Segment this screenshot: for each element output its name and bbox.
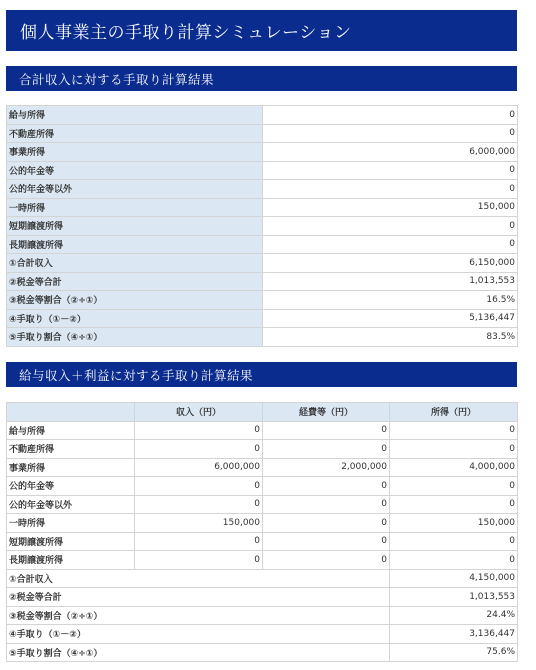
column-header-expense: 経費等（円） (263, 403, 390, 422)
row-label: ②税金等合計 (7, 272, 263, 291)
row-label: 公的年金等 (7, 161, 263, 180)
column-header-net: 所得（円） (390, 403, 518, 422)
row-label: ④手取り（①－②） (7, 309, 263, 328)
expense-cell: 0 (263, 514, 390, 533)
table-row (7, 180, 518, 199)
expense-cell: 0 (263, 495, 390, 514)
table-row (7, 532, 518, 551)
section1-title: 合計収入に対する手取り計算結果 (19, 71, 215, 87)
table-row (7, 217, 518, 236)
income-cell: 0 (135, 495, 263, 514)
summary-row (7, 569, 518, 588)
row-value: 0 (263, 235, 518, 254)
total-income-results-table (6, 105, 518, 347)
income-cell: 6,000,000 (135, 458, 263, 477)
income-cell: 150,000 (135, 514, 263, 533)
section1-header (6, 66, 517, 91)
summary-label: ⑤手取り割合（④÷①） (7, 643, 390, 662)
row-value: 0 (263, 124, 518, 143)
summary-value: 1,013,553 (390, 588, 518, 607)
summary-label: ②税金等合計 (7, 588, 390, 607)
expense-cell: 0 (263, 532, 390, 551)
summary-value: 3,136,447 (390, 625, 518, 644)
summary-row (7, 588, 518, 607)
net-cell: 0 (390, 421, 518, 440)
net-cell: 0 (390, 440, 518, 459)
row-label: 不動産所得 (7, 124, 263, 143)
summary-value: 4,150,000 (390, 569, 518, 588)
row-label: 給与所得 (7, 421, 135, 440)
expense-cell: 2,000,000 (263, 458, 390, 477)
section2-title: 給与収入＋利益に対する手取り計算結果 (19, 367, 254, 383)
row-label: 給与所得 (7, 106, 263, 125)
summary-label: ④手取り（①－②） (7, 625, 390, 644)
row-value: 0 (263, 106, 518, 125)
table-row (7, 477, 518, 496)
table-row (7, 254, 518, 273)
row-value: 6,000,000 (263, 143, 518, 162)
net-cell: 0 (390, 532, 518, 551)
row-label: 一時所得 (7, 514, 135, 533)
table-row (7, 551, 518, 570)
table-row (7, 124, 518, 143)
row-value: 0 (263, 180, 518, 199)
summary-value: 75.6% (390, 643, 518, 662)
summary-label: ①合計収入 (7, 569, 390, 588)
row-value: 0 (263, 217, 518, 236)
table-row (7, 106, 518, 125)
row-value: 150,000 (263, 198, 518, 217)
row-label: 事業所得 (7, 458, 135, 477)
table-row (7, 440, 518, 459)
table-row (7, 143, 518, 162)
table-row (7, 291, 518, 310)
table-row (7, 421, 518, 440)
row-value: 16.5% (263, 291, 518, 310)
row-value: 1,013,553 (263, 272, 518, 291)
row-label: 短期譲渡所得 (7, 532, 135, 551)
row-value: 0 (263, 161, 518, 180)
table-row (7, 495, 518, 514)
net-cell: 0 (390, 495, 518, 514)
salary-profit-results-table (6, 402, 518, 662)
table-row (7, 458, 518, 477)
row-label: 公的年金等 (7, 477, 135, 496)
expense-cell: 0 (263, 421, 390, 440)
expense-cell: 0 (263, 440, 390, 459)
row-label: 事業所得 (7, 143, 263, 162)
row-label: 公的年金等以外 (7, 495, 135, 514)
income-cell: 0 (135, 477, 263, 496)
expense-cell: 0 (263, 551, 390, 570)
income-cell: 0 (135, 551, 263, 570)
expense-cell: 0 (263, 477, 390, 496)
row-label: ①合計収入 (7, 254, 263, 273)
table-row (7, 309, 518, 328)
row-label: 長期譲渡所得 (7, 235, 263, 254)
net-cell: 0 (390, 477, 518, 496)
column-header-label (7, 403, 135, 422)
net-cell: 4,000,000 (390, 458, 518, 477)
summary-row (7, 643, 518, 662)
summary-row (7, 606, 518, 625)
row-label: ⑤手取り割合（④÷①） (7, 328, 263, 347)
row-label: ③税金等割合（②÷①） (7, 291, 263, 310)
section2-header (6, 362, 517, 387)
table-row (7, 272, 518, 291)
row-label: 一時所得 (7, 198, 263, 217)
table-header-row (7, 403, 518, 422)
row-label: 長期譲渡所得 (7, 551, 135, 570)
summary-value: 24.4% (390, 606, 518, 625)
row-label: 短期譲渡所得 (7, 217, 263, 236)
income-cell: 0 (135, 532, 263, 551)
row-value: 5,136,447 (263, 309, 518, 328)
summary-row (7, 625, 518, 644)
net-cell: 150,000 (390, 514, 518, 533)
column-header-income: 収入（円） (135, 403, 263, 422)
row-label: 不動産所得 (7, 440, 135, 459)
table-row (7, 514, 518, 533)
page-title (6, 10, 517, 51)
table-row (7, 328, 518, 347)
net-cell: 0 (390, 551, 518, 570)
row-label: 公的年金等以外 (7, 180, 263, 199)
table-row (7, 235, 518, 254)
row-value: 83.5% (263, 328, 518, 347)
page-title-text: 個人事業主の手取り計算シミュレーション (20, 23, 352, 43)
income-cell: 0 (135, 421, 263, 440)
row-value: 6,150,000 (263, 254, 518, 273)
summary-label: ③税金等割合（②÷①） (7, 606, 390, 625)
table-row (7, 161, 518, 180)
table-row (7, 198, 518, 217)
income-cell: 0 (135, 440, 263, 459)
